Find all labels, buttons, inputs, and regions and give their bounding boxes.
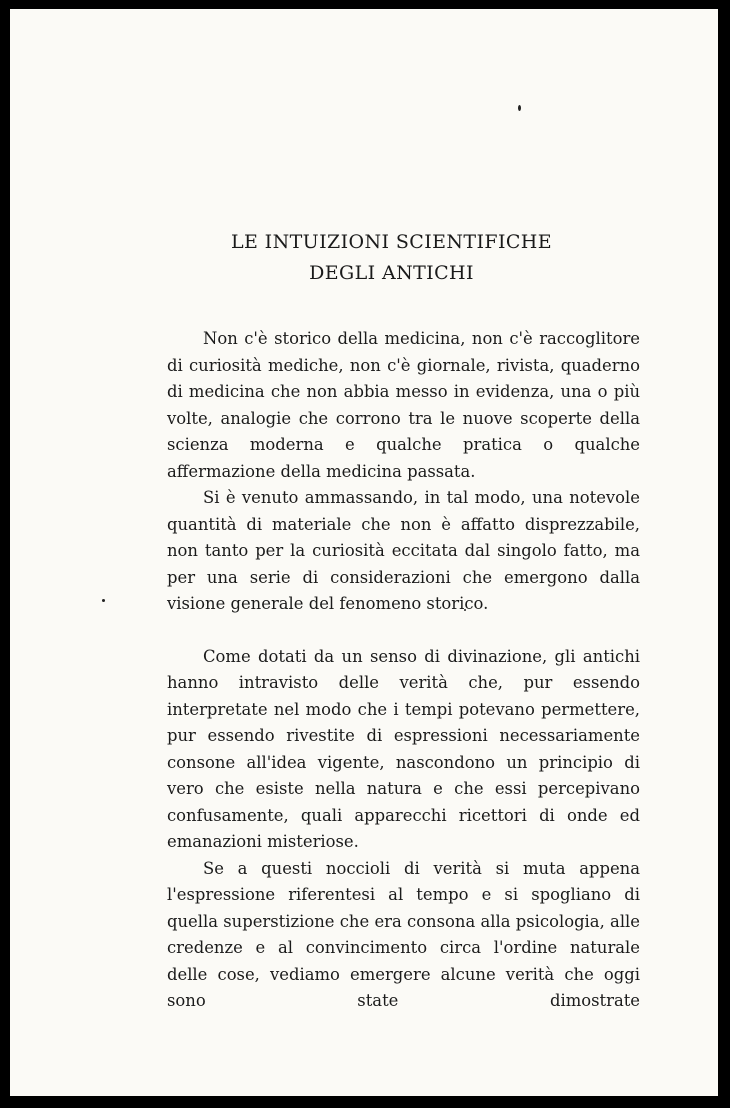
title-line-2: DEGLI ANTICHI [309, 262, 474, 284]
document-page [10, 9, 718, 1096]
paragraph-2: Si è venuto ammassando, in tal modo, una notevole quantità di materiale che non è affatto disprezzabile, non tanto per la curiosità eccitata dal singolo fatto, ma per una serie di considerazioni che emergono dalla visione generale del fenomeno storico. [167, 488, 640, 613]
paragraph-3: Come dotati da un senso di divinazione, gli antichi hanno intravisto delle verità che, pur essendo interpretate nel modo che i tempi potevano permettere, pur essendo rivestite di espressioni necessariamente consone all'idea vigente, nascondono un principio di vero che esiste nella natura e che essi percepivano confusamente, quali apparecchi ricettori di onde ed emanazioni misteriose. [167, 646, 640, 851]
ink-speck [518, 105, 521, 111]
ink-speck [102, 599, 105, 602]
paragraph-1: Non c'è storico della medicina, non c'è raccoglitore di curiosità mediche, non c'è giornale, rivista, quaderno di medicina che non abbia messo in evidenza, una o più volte, analogie che corrono tra le nuove scoperte della scienza moderna e qualche pratica o qualche affermazione della medicina passata. [167, 329, 640, 481]
paragraph-4: Se a questi noccioli di verità si muta appena l'espressione riferentesi al tempo e si spogliano di quella superstizione che era consona alla psicologia, alle credenze e al convincimento circa l'ordine naturale delle cose, vediamo emergere alcune verità che oggi sono state dimostrate [167, 858, 640, 1010]
body-text [167, 326, 640, 1015]
page-title [10, 227, 718, 289]
title-line-1: LE INTUIZIONI SCIENTIFICHE [230, 231, 553, 253]
